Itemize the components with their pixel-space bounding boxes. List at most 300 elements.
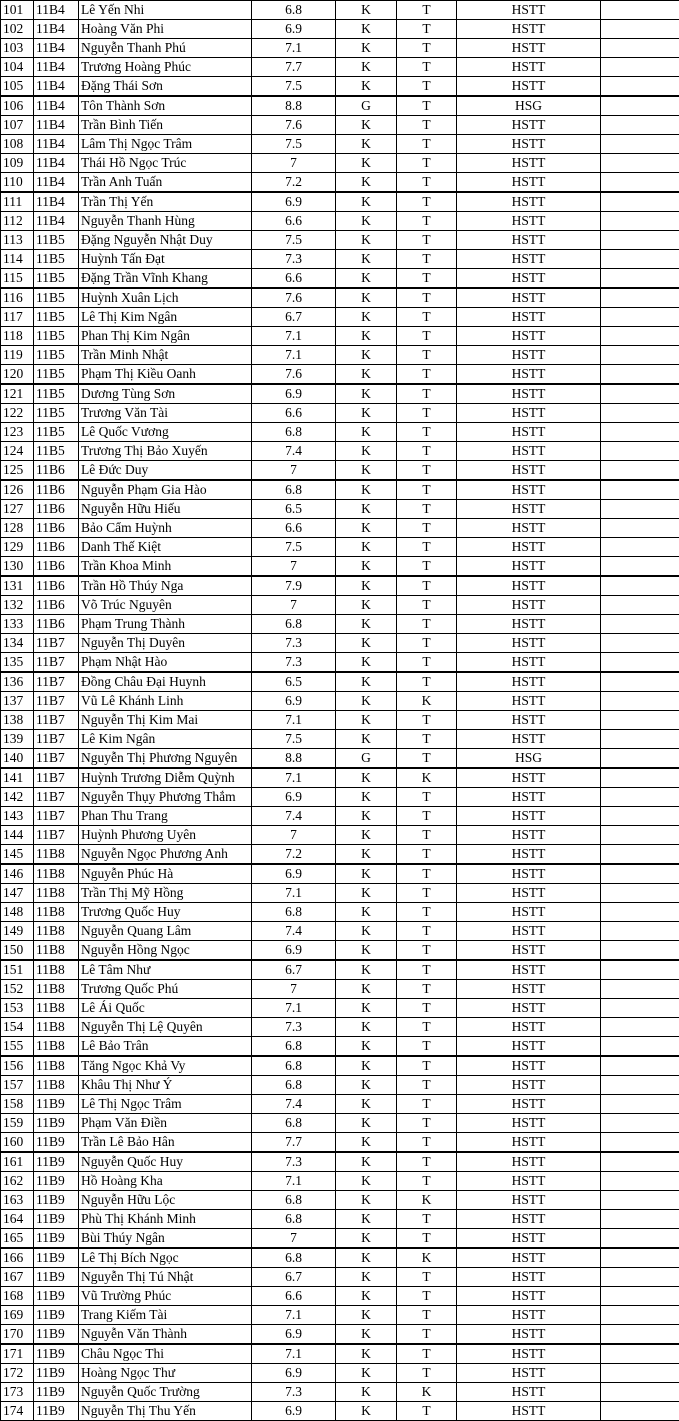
academic-cell: T xyxy=(397,20,457,39)
table-row xyxy=(1,1402,679,1421)
academic-cell: T xyxy=(397,1364,457,1383)
table-row xyxy=(1,96,679,116)
average-score-cell: 6.5 xyxy=(252,672,336,692)
empty-cell xyxy=(601,442,679,461)
empty-cell xyxy=(601,1287,679,1306)
table-row xyxy=(1,788,679,807)
empty-cell xyxy=(601,135,679,154)
average-score-cell: 6.9 xyxy=(252,192,336,212)
table-row xyxy=(1,1,679,20)
empty-cell xyxy=(601,39,679,58)
class-cell: 11B8 xyxy=(34,1076,79,1095)
table-row xyxy=(1,557,679,577)
row-number-cell: 153 xyxy=(1,999,34,1018)
average-score-cell: 7.4 xyxy=(252,442,336,461)
row-number-cell: 104 xyxy=(1,58,34,77)
class-cell: 11B9 xyxy=(34,1306,79,1325)
table-row xyxy=(1,365,679,385)
average-score-cell: 6.6 xyxy=(252,1287,336,1306)
table-row xyxy=(1,1095,679,1114)
student-name-cell: Đặng Thái Sơn xyxy=(79,77,252,97)
conduct-cell: K xyxy=(336,384,397,404)
title-cell: HSTT xyxy=(457,922,601,941)
class-cell: 11B6 xyxy=(34,480,79,500)
title-cell: HSTT xyxy=(457,77,601,97)
row-number-cell: 107 xyxy=(1,116,34,135)
student-name-cell: Nguyễn Ngọc Phương Anh xyxy=(79,845,252,865)
academic-cell: T xyxy=(397,788,457,807)
class-cell: 11B6 xyxy=(34,576,79,596)
class-cell: 11B5 xyxy=(34,327,79,346)
title-cell: HSTT xyxy=(457,941,601,961)
average-score-cell: 6.9 xyxy=(252,864,336,884)
average-score-cell: 7.6 xyxy=(252,116,336,135)
average-score-cell: 6.7 xyxy=(252,308,336,327)
average-score-cell: 6.5 xyxy=(252,500,336,519)
table-row xyxy=(1,903,679,922)
empty-cell xyxy=(601,384,679,404)
empty-cell xyxy=(601,615,679,634)
empty-cell xyxy=(601,1114,679,1133)
student-name-cell: Nguyễn Thị Duyên xyxy=(79,634,252,653)
empty-cell xyxy=(601,1076,679,1095)
student-name-cell: Nguyễn Thị Phương Nguyên xyxy=(79,749,252,769)
average-score-cell: 8.8 xyxy=(252,96,336,116)
table-row xyxy=(1,39,679,58)
student-name-cell: Trần Hồ Thúy Nga xyxy=(79,576,252,596)
academic-cell: T xyxy=(397,212,457,231)
student-name-cell: Dương Tùng Sơn xyxy=(79,384,252,404)
academic-cell: T xyxy=(397,250,457,269)
average-score-cell: 7.3 xyxy=(252,653,336,673)
empty-cell xyxy=(601,192,679,212)
academic-cell: T xyxy=(397,173,457,193)
empty-cell xyxy=(601,538,679,557)
student-name-cell: Lê Tâm Như xyxy=(79,960,252,980)
class-cell: 11B5 xyxy=(34,384,79,404)
empty-cell xyxy=(601,653,679,673)
title-cell: HSTT xyxy=(457,960,601,980)
row-number-cell: 136 xyxy=(1,672,34,692)
class-cell: 11B7 xyxy=(34,730,79,749)
average-score-cell: 6.9 xyxy=(252,941,336,961)
class-cell: 11B6 xyxy=(34,557,79,577)
title-cell: HSTT xyxy=(457,826,601,845)
table-row xyxy=(1,192,679,212)
empty-cell xyxy=(601,1152,679,1172)
title-cell: HSTT xyxy=(457,173,601,193)
empty-cell xyxy=(601,1306,679,1325)
class-cell: 11B5 xyxy=(34,250,79,269)
academic-cell: T xyxy=(397,653,457,673)
conduct-cell: K xyxy=(336,480,397,500)
table-row xyxy=(1,461,679,481)
title-cell: HSTT xyxy=(457,519,601,538)
title-cell: HSTT xyxy=(457,672,601,692)
student-name-cell: Trương Hoàng Phúc xyxy=(79,58,252,77)
academic-cell: T xyxy=(397,941,457,961)
table-row xyxy=(1,576,679,596)
row-number-cell: 115 xyxy=(1,269,34,289)
title-cell: HSTT xyxy=(457,1191,601,1210)
empty-cell xyxy=(601,730,679,749)
empty-cell xyxy=(601,999,679,1018)
class-cell: 11B4 xyxy=(34,116,79,135)
academic-cell: T xyxy=(397,346,457,365)
row-number-cell: 171 xyxy=(1,1344,34,1364)
student-name-cell: Lê Thị Bích Ngọc xyxy=(79,1248,252,1268)
conduct-cell: K xyxy=(336,39,397,58)
row-number-cell: 128 xyxy=(1,519,34,538)
academic-cell: T xyxy=(397,903,457,922)
class-cell: 11B9 xyxy=(34,1095,79,1114)
academic-cell: T xyxy=(397,634,457,653)
conduct-cell: K xyxy=(336,212,397,231)
table-row xyxy=(1,288,679,308)
student-name-cell: Trương Quốc Huy xyxy=(79,903,252,922)
average-score-cell: 6.8 xyxy=(252,1210,336,1229)
empty-cell xyxy=(601,212,679,231)
conduct-cell: K xyxy=(336,692,397,711)
class-cell: 11B8 xyxy=(34,845,79,865)
student-name-cell: Phù Thị Khánh Minh xyxy=(79,1210,252,1229)
academic-cell: T xyxy=(397,1133,457,1153)
title-cell: HSTT xyxy=(457,1076,601,1095)
average-score-cell: 6.8 xyxy=(252,480,336,500)
academic-cell: T xyxy=(397,116,457,135)
conduct-cell: K xyxy=(336,557,397,577)
empty-cell xyxy=(601,749,679,769)
conduct-cell: K xyxy=(336,20,397,39)
average-score-cell: 7 xyxy=(252,596,336,615)
academic-cell: T xyxy=(397,538,457,557)
academic-cell: T xyxy=(397,576,457,596)
student-name-cell: Châu Ngọc Thi xyxy=(79,1344,252,1364)
class-cell: 11B8 xyxy=(34,1018,79,1037)
class-cell: 11B5 xyxy=(34,308,79,327)
class-cell: 11B7 xyxy=(34,634,79,653)
table-row xyxy=(1,519,679,538)
academic-cell: T xyxy=(397,1210,457,1229)
conduct-cell: K xyxy=(336,269,397,289)
table-row xyxy=(1,692,679,711)
average-score-cell: 7 xyxy=(252,461,336,481)
row-number-cell: 133 xyxy=(1,615,34,634)
conduct-cell: K xyxy=(336,519,397,538)
student-name-cell: Nguyễn Hữu Lộc xyxy=(79,1191,252,1210)
title-cell: HSTT xyxy=(457,1133,601,1153)
row-number-cell: 159 xyxy=(1,1114,34,1133)
title-cell: HSTT xyxy=(457,269,601,289)
conduct-cell: K xyxy=(336,903,397,922)
academic-cell: T xyxy=(397,922,457,941)
academic-cell: T xyxy=(397,231,457,250)
title-cell: HSTT xyxy=(457,1037,601,1057)
row-number-cell: 129 xyxy=(1,538,34,557)
student-name-cell: Nguyễn Phúc Hà xyxy=(79,864,252,884)
student-name-cell: Danh Thế Kiệt xyxy=(79,538,252,557)
table-row xyxy=(1,1306,679,1325)
title-cell: HSTT xyxy=(457,1268,601,1287)
title-cell: HSTT xyxy=(457,845,601,865)
academic-cell: T xyxy=(397,1287,457,1306)
academic-cell: T xyxy=(397,1056,457,1076)
conduct-cell: G xyxy=(336,749,397,769)
title-cell: HSTT xyxy=(457,116,601,135)
empty-cell xyxy=(601,96,679,116)
conduct-cell: K xyxy=(336,596,397,615)
class-cell: 11B4 xyxy=(34,58,79,77)
row-number-cell: 148 xyxy=(1,903,34,922)
conduct-cell: K xyxy=(336,1172,397,1191)
title-cell: HSTT xyxy=(457,500,601,519)
class-cell: 11B7 xyxy=(34,653,79,673)
table-row xyxy=(1,480,679,500)
empty-cell xyxy=(601,826,679,845)
row-number-cell: 163 xyxy=(1,1191,34,1210)
row-number-cell: 155 xyxy=(1,1037,34,1057)
academic-cell: T xyxy=(397,672,457,692)
title-cell: HSTT xyxy=(457,135,601,154)
title-cell: HSTT xyxy=(457,1172,601,1191)
empty-cell xyxy=(601,768,679,788)
table-row xyxy=(1,212,679,231)
class-cell: 11B5 xyxy=(34,269,79,289)
conduct-cell: K xyxy=(336,922,397,941)
academic-cell: T xyxy=(397,1095,457,1114)
average-score-cell: 6.9 xyxy=(252,1402,336,1421)
average-score-cell: 7.5 xyxy=(252,231,336,250)
empty-cell xyxy=(601,116,679,135)
row-number-cell: 108 xyxy=(1,135,34,154)
class-cell: 11B7 xyxy=(34,826,79,845)
title-cell: HSTT xyxy=(457,480,601,500)
class-cell: 11B7 xyxy=(34,768,79,788)
class-cell: 11B7 xyxy=(34,807,79,826)
student-name-cell: Trần Thị Mỹ Hồng xyxy=(79,884,252,903)
average-score-cell: 6.9 xyxy=(252,20,336,39)
class-cell: 11B4 xyxy=(34,39,79,58)
average-score-cell: 6.6 xyxy=(252,269,336,289)
conduct-cell: K xyxy=(336,365,397,385)
academic-cell: T xyxy=(397,749,457,769)
table-row xyxy=(1,999,679,1018)
academic-cell: T xyxy=(397,423,457,442)
average-score-cell: 6.6 xyxy=(252,519,336,538)
conduct-cell: K xyxy=(336,788,397,807)
average-score-cell: 7.9 xyxy=(252,576,336,596)
student-name-cell: Phạm Trung Thành xyxy=(79,615,252,634)
average-score-cell: 7.1 xyxy=(252,884,336,903)
average-score-cell: 7.1 xyxy=(252,346,336,365)
table-row xyxy=(1,423,679,442)
conduct-cell: K xyxy=(336,1076,397,1095)
row-number-cell: 167 xyxy=(1,1268,34,1287)
conduct-cell: K xyxy=(336,346,397,365)
table-row xyxy=(1,864,679,884)
title-cell: HSTT xyxy=(457,692,601,711)
conduct-cell: K xyxy=(336,941,397,961)
table-row xyxy=(1,884,679,903)
average-score-cell: 7.4 xyxy=(252,922,336,941)
table-row xyxy=(1,615,679,634)
average-score-cell: 7 xyxy=(252,557,336,577)
table-row xyxy=(1,135,679,154)
academic-cell: T xyxy=(397,845,457,865)
title-cell: HSTT xyxy=(457,1402,601,1421)
conduct-cell: K xyxy=(336,1248,397,1268)
average-score-cell: 7.1 xyxy=(252,999,336,1018)
class-cell: 11B9 xyxy=(34,1364,79,1383)
average-score-cell: 7.6 xyxy=(252,365,336,385)
academic-cell: T xyxy=(397,1172,457,1191)
table-row xyxy=(1,1056,679,1076)
empty-cell xyxy=(601,1018,679,1037)
row-number-cell: 170 xyxy=(1,1325,34,1345)
empty-cell xyxy=(601,308,679,327)
table-row xyxy=(1,384,679,404)
average-score-cell: 6.9 xyxy=(252,1325,336,1345)
conduct-cell: K xyxy=(336,768,397,788)
conduct-cell: K xyxy=(336,864,397,884)
class-cell: 11B5 xyxy=(34,231,79,250)
table-row xyxy=(1,269,679,289)
average-score-cell: 7.1 xyxy=(252,39,336,58)
conduct-cell: K xyxy=(336,231,397,250)
conduct-cell: K xyxy=(336,1210,397,1229)
title-cell: HSTT xyxy=(457,404,601,423)
conduct-cell: K xyxy=(336,1056,397,1076)
student-name-cell: Hoàng Ngọc Thư xyxy=(79,1364,252,1383)
student-name-cell: Đặng Trần Vĩnh Khang xyxy=(79,269,252,289)
academic-cell: T xyxy=(397,1076,457,1095)
class-cell: 11B7 xyxy=(34,692,79,711)
row-number-cell: 147 xyxy=(1,884,34,903)
academic-cell: T xyxy=(397,96,457,116)
table-row xyxy=(1,1383,679,1402)
row-number-cell: 157 xyxy=(1,1076,34,1095)
student-name-cell: Nguyễn Thanh Hùng xyxy=(79,212,252,231)
table-row xyxy=(1,634,679,653)
table-row xyxy=(1,1191,679,1210)
average-score-cell: 7.1 xyxy=(252,1344,336,1364)
title-cell: HSTT xyxy=(457,288,601,308)
row-number-cell: 156 xyxy=(1,1056,34,1076)
empty-cell xyxy=(601,941,679,961)
table-row xyxy=(1,1210,679,1229)
average-score-cell: 7 xyxy=(252,154,336,173)
table-row xyxy=(1,922,679,941)
student-name-cell: Nguyễn Quốc Trường xyxy=(79,1383,252,1402)
class-cell: 11B9 xyxy=(34,1268,79,1287)
student-name-cell: Nguyễn Hồng Ngọc xyxy=(79,941,252,961)
row-number-cell: 158 xyxy=(1,1095,34,1114)
student-name-cell: Nguyễn Hữu Hiếu xyxy=(79,500,252,519)
academic-cell: T xyxy=(397,1402,457,1421)
conduct-cell: K xyxy=(336,116,397,135)
row-number-cell: 141 xyxy=(1,768,34,788)
student-name-cell: Huỳnh Trương Diễm Quỳnh xyxy=(79,768,252,788)
empty-cell xyxy=(601,1191,679,1210)
class-cell: 11B9 xyxy=(34,1152,79,1172)
conduct-cell: K xyxy=(336,730,397,749)
student-name-cell: Thái Hồ Ngọc Trúc xyxy=(79,154,252,173)
empty-cell xyxy=(601,576,679,596)
table-row xyxy=(1,960,679,980)
class-cell: 11B5 xyxy=(34,288,79,308)
row-number-cell: 132 xyxy=(1,596,34,615)
average-score-cell: 6.6 xyxy=(252,404,336,423)
conduct-cell: K xyxy=(336,538,397,557)
class-cell: 11B8 xyxy=(34,864,79,884)
table-row xyxy=(1,58,679,77)
table-row xyxy=(1,1229,679,1249)
title-cell: HSTT xyxy=(457,1325,601,1345)
academic-cell: T xyxy=(397,1344,457,1364)
table-row xyxy=(1,538,679,557)
title-cell: HSTT xyxy=(457,903,601,922)
class-cell: 11B8 xyxy=(34,999,79,1018)
table-row xyxy=(1,1018,679,1037)
empty-cell xyxy=(601,1056,679,1076)
class-cell: 11B8 xyxy=(34,1037,79,1057)
class-cell: 11B4 xyxy=(34,173,79,193)
empty-cell xyxy=(601,1172,679,1191)
empty-cell xyxy=(601,327,679,346)
student-name-cell: Phạm Nhật Hào xyxy=(79,653,252,673)
class-cell: 11B8 xyxy=(34,960,79,980)
academic-cell: T xyxy=(397,1268,457,1287)
empty-cell xyxy=(601,231,679,250)
title-cell: HSTT xyxy=(457,980,601,999)
row-number-cell: 117 xyxy=(1,308,34,327)
row-number-cell: 112 xyxy=(1,212,34,231)
class-cell: 11B9 xyxy=(34,1114,79,1133)
class-cell: 11B9 xyxy=(34,1248,79,1268)
academic-cell: K xyxy=(397,1191,457,1210)
row-number-cell: 134 xyxy=(1,634,34,653)
conduct-cell: K xyxy=(336,1018,397,1037)
row-number-cell: 113 xyxy=(1,231,34,250)
academic-cell: T xyxy=(397,1229,457,1249)
conduct-cell: K xyxy=(336,711,397,730)
academic-cell: T xyxy=(397,365,457,385)
conduct-cell: K xyxy=(336,884,397,903)
title-cell: HSTT xyxy=(457,231,601,250)
conduct-cell: K xyxy=(336,154,397,173)
title-cell: HSTT xyxy=(457,576,601,596)
row-number-cell: 165 xyxy=(1,1229,34,1249)
title-cell: HSTT xyxy=(457,1114,601,1133)
row-number-cell: 114 xyxy=(1,250,34,269)
row-number-cell: 106 xyxy=(1,96,34,116)
row-number-cell: 122 xyxy=(1,404,34,423)
class-cell: 11B6 xyxy=(34,500,79,519)
average-score-cell: 7.5 xyxy=(252,538,336,557)
table-row xyxy=(1,596,679,615)
title-cell: HSTT xyxy=(457,212,601,231)
class-cell: 11B5 xyxy=(34,404,79,423)
class-cell: 11B7 xyxy=(34,711,79,730)
average-score-cell: 7.6 xyxy=(252,288,336,308)
title-cell: HSTT xyxy=(457,58,601,77)
empty-cell xyxy=(601,845,679,865)
average-score-cell: 6.8 xyxy=(252,1037,336,1057)
title-cell: HSG xyxy=(457,96,601,116)
student-name-cell: Lê Thị Kim Ngân xyxy=(79,308,252,327)
table-row xyxy=(1,672,679,692)
academic-cell: T xyxy=(397,1152,457,1172)
